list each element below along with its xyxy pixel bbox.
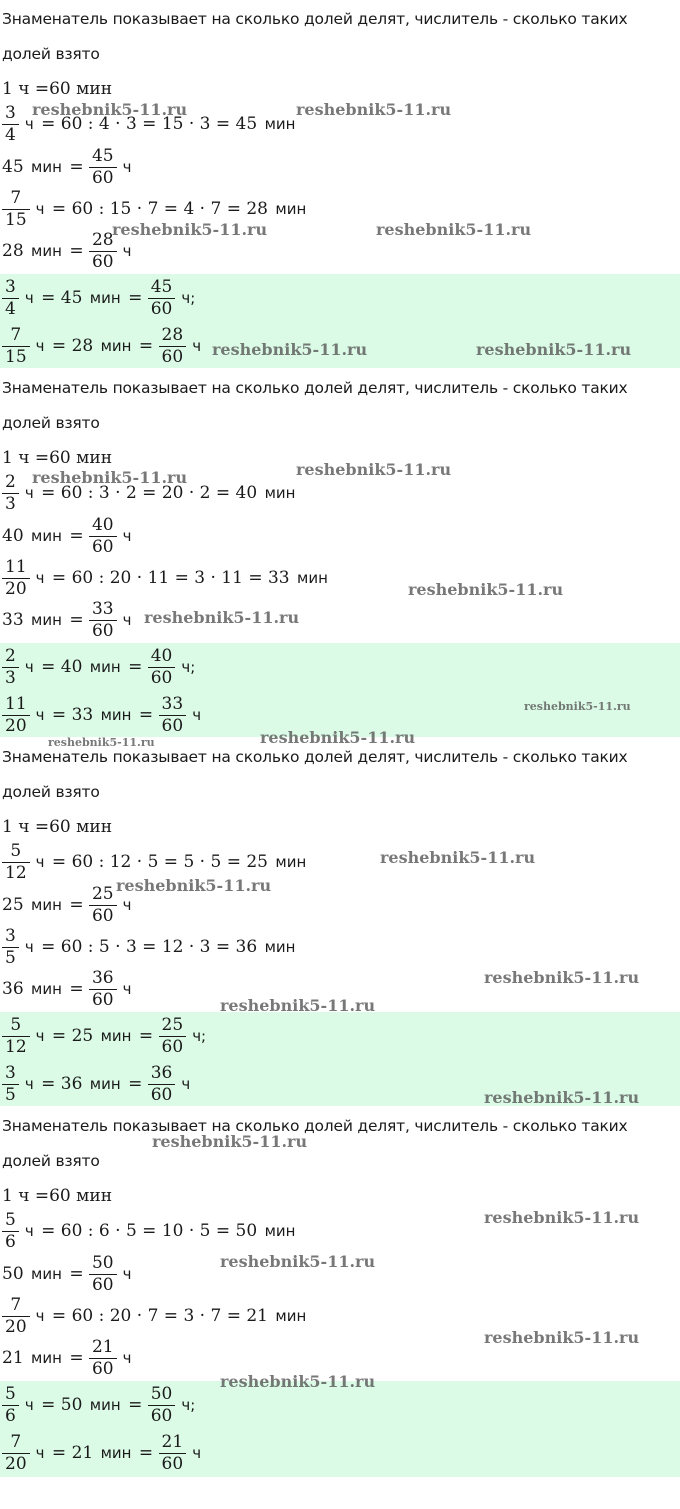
calc-line-3: $\frac{7}{20}$ ч = 60 : 20 · 7 = 3 · 7 = 21 мин: [2, 1296, 308, 1336]
answer-line-1: $\frac{5}{12}$ ч = 25 мин = $\frac{25}{60}$ ч;: [2, 1016, 208, 1056]
watermark: reshebnik5-11.ru: [116, 876, 272, 895]
calc-line-3: $\frac{3}{5}$ ч = 60 : 5 · 3 = 12 · 3 = 36 мин: [2, 927, 297, 967]
fraction: $\frac{3}{4}$: [2, 105, 19, 144]
fraction: $\frac{5}{12}$: [2, 1017, 30, 1056]
watermark: reshebnik5-11.ru: [260, 728, 416, 747]
intro-line-1: Знаменатель показывает на сколько долей делят, числитель - сколько таких: [2, 379, 628, 397]
fraction: $\frac{21}{60}$: [159, 1434, 187, 1473]
hour-definition: 1 ч =60 мин: [2, 79, 113, 99]
fraction: $\frac{5}{6}$: [2, 1212, 19, 1251]
watermark: reshebnik5-11.ru: [476, 340, 632, 359]
answer-box: [0, 1381, 680, 1477]
answer-line-2: $\frac{7}{15}$ ч = 28 мин = $\frac{28}{60}$ ч: [2, 326, 203, 366]
watermark: reshebnik5-11.ru: [484, 1208, 640, 1227]
watermark: reshebnik5-11.ru: [32, 100, 188, 119]
fraction: $\frac{25}{60}$: [89, 886, 117, 925]
answer-line-2: $\frac{11}{20}$ ч = 33 мин = $\frac{33}{60}$ ч: [2, 695, 203, 735]
fraction: $\frac{36}{60}$: [89, 970, 117, 1009]
fraction: $\frac{5}{12}$: [2, 843, 30, 882]
intro-line-2: долей взято: [2, 45, 100, 63]
fraction: $\frac{2}{3}$: [2, 648, 19, 687]
watermark: reshebnik5-11.ru: [296, 460, 452, 479]
intro-line-2: долей взято: [2, 1152, 100, 1170]
calc-line-1: $\frac{5}{6}$ ч = 60 : 6 · 5 = 10 · 5 = 50 мин: [2, 1211, 297, 1251]
solution-block-4: [0, 1107, 680, 1477]
fraction: $\frac{11}{20}$: [2, 559, 30, 598]
fraction: $\frac{33}{60}$: [89, 601, 117, 640]
calc-line-3: $\frac{11}{20}$ ч = 60 : 20 · 11 = 3 · 11 = 33 мин: [2, 558, 330, 598]
fraction: $\frac{45}{60}$: [148, 279, 176, 318]
calc-line-1: $\frac{5}{12}$ ч = 60 : 12 · 5 = 5 · 5 = 25 мин: [2, 842, 308, 882]
fraction: $\frac{7}{15}$: [2, 327, 30, 366]
fraction: $\frac{33}{60}$: [159, 696, 187, 735]
watermark: reshebnik5-11.ru: [220, 1372, 376, 1391]
watermark: reshebnik5-11.ru: [380, 848, 536, 867]
answer-box: [0, 643, 680, 737]
fraction: $\frac{28}{60}$: [159, 327, 187, 366]
watermark: reshebnik5-11.ru: [220, 1252, 376, 1271]
watermark: reshebnik5-11.ru: [296, 100, 452, 119]
fraction: $\frac{3}{4}$: [2, 279, 19, 318]
calc-line-3: $\frac{7}{15}$ ч = 60 : 15 · 7 = 4 · 7 = 28 мин: [2, 189, 308, 229]
answer-line-1: $\frac{5}{6}$ ч = 50 мин = $\frac{50}{60}$ ч;: [2, 1385, 197, 1425]
intro-line-1: Знаменатель показывает на сколько долей делят, числитель - сколько таких: [2, 10, 628, 28]
fraction: $\frac{3}{5}$: [2, 928, 19, 967]
watermark: reshebnik5-11.ru: [484, 1088, 640, 1107]
answer-line-2: $\frac{3}{5}$ ч = 36 мин = $\frac{36}{60}$ ч: [2, 1064, 192, 1104]
calc-line-4: 21 мин = $\frac{21}{60}$ ч: [2, 1336, 132, 1379]
fraction: $\frac{5}{6}$: [2, 1386, 19, 1425]
watermark: reshebnik5-11.ru: [524, 700, 631, 713]
answer-box: [0, 1012, 680, 1106]
calc-line-4: 36 мин = $\frac{36}{60}$ ч: [2, 967, 132, 1010]
hour-definition: 1 ч =60 мин: [2, 1186, 113, 1206]
fraction: $\frac{36}{60}$: [148, 1065, 176, 1104]
fraction: $\frac{7}{20}$: [2, 1434, 30, 1473]
calc-line-1: $\frac{2}{3}$ ч = 60 : 3 · 2 = 20 · 2 = 40 мин: [2, 473, 297, 513]
fraction: $\frac{3}{5}$: [2, 1065, 19, 1104]
fraction: $\frac{40}{60}$: [148, 648, 176, 687]
intro-line-1: Знаменатель показывает на сколько долей делят, числитель - сколько таких: [2, 748, 628, 766]
intro-line-2: долей взято: [2, 414, 100, 432]
watermark: reshebnik5-11.ru: [484, 968, 640, 987]
fraction: $\frac{40}{60}$: [89, 517, 117, 556]
calc-line-2: 25 мин = $\frac{25}{60}$ ч: [2, 883, 132, 926]
answer-box: [0, 274, 680, 368]
fraction: $\frac{28}{60}$: [89, 232, 117, 271]
watermark: reshebnik5-11.ru: [220, 996, 376, 1015]
fraction: $\frac{21}{60}$: [89, 1339, 117, 1378]
calc-line-2: 45 мин = $\frac{45}{60}$ ч: [2, 145, 132, 188]
solution-block-3: [0, 738, 680, 1106]
watermark: reshebnik5-11.ru: [32, 468, 188, 487]
watermark: reshebnik5-11.ru: [484, 1328, 640, 1347]
watermark: reshebnik5-11.ru: [144, 608, 300, 627]
watermark: reshebnik5-11.ru: [376, 220, 532, 239]
calc-line-2: 50 мин = $\frac{50}{60}$ ч: [2, 1252, 132, 1295]
calc-line-4: 33 мин = $\frac{33}{60}$ ч: [2, 598, 132, 641]
answer-line-2: $\frac{7}{20}$ ч = 21 мин = $\frac{21}{60}$ ч: [2, 1433, 203, 1473]
answer-line-1: $\frac{3}{4}$ ч = 45 мин = $\frac{45}{60}$ ч;: [2, 278, 197, 318]
watermark: reshebnik5-11.ru: [112, 220, 268, 239]
watermark: reshebnik5-11.ru: [408, 580, 564, 599]
solution-block-2: [0, 369, 680, 737]
watermark: reshebnik5-11.ru: [152, 1132, 308, 1151]
watermark: reshebnik5-11.ru: [212, 340, 368, 359]
fraction: $\frac{7}{15}$: [2, 190, 30, 229]
fraction: $\frac{50}{60}$: [89, 1255, 117, 1294]
fraction: $\frac{45}{60}$: [89, 148, 117, 187]
fraction: $\frac{50}{60}$: [148, 1386, 176, 1425]
hour-definition: 1 ч =60 мин: [2, 448, 113, 468]
answer-line-1: $\frac{2}{3}$ ч = 40 мин = $\frac{40}{60}$ ч;: [2, 647, 197, 687]
fraction: $\frac{2}{3}$: [2, 474, 19, 513]
fraction: $\frac{25}{60}$: [159, 1017, 187, 1056]
watermark: reshebnik5-11.ru: [48, 736, 155, 749]
solution-block-1: [0, 0, 680, 368]
fraction: $\frac{7}{20}$: [2, 1297, 30, 1336]
fraction: $\frac{11}{20}$: [2, 696, 30, 735]
intro-line-1: Знаменатель показывает на сколько долей делят, числитель - сколько таких: [2, 1117, 628, 1135]
calc-line-2: 40 мин = $\frac{40}{60}$ ч: [2, 514, 132, 557]
calc-line-4: 28 мин = $\frac{28}{60}$ ч: [2, 229, 132, 272]
intro-line-2: долей взято: [2, 783, 100, 801]
calc-line-1: $\frac{3}{4}$ ч = 60 : 4 · 3 = 15 · 3 = 45 мин: [2, 104, 297, 144]
hour-definition: 1 ч =60 мин: [2, 817, 113, 837]
